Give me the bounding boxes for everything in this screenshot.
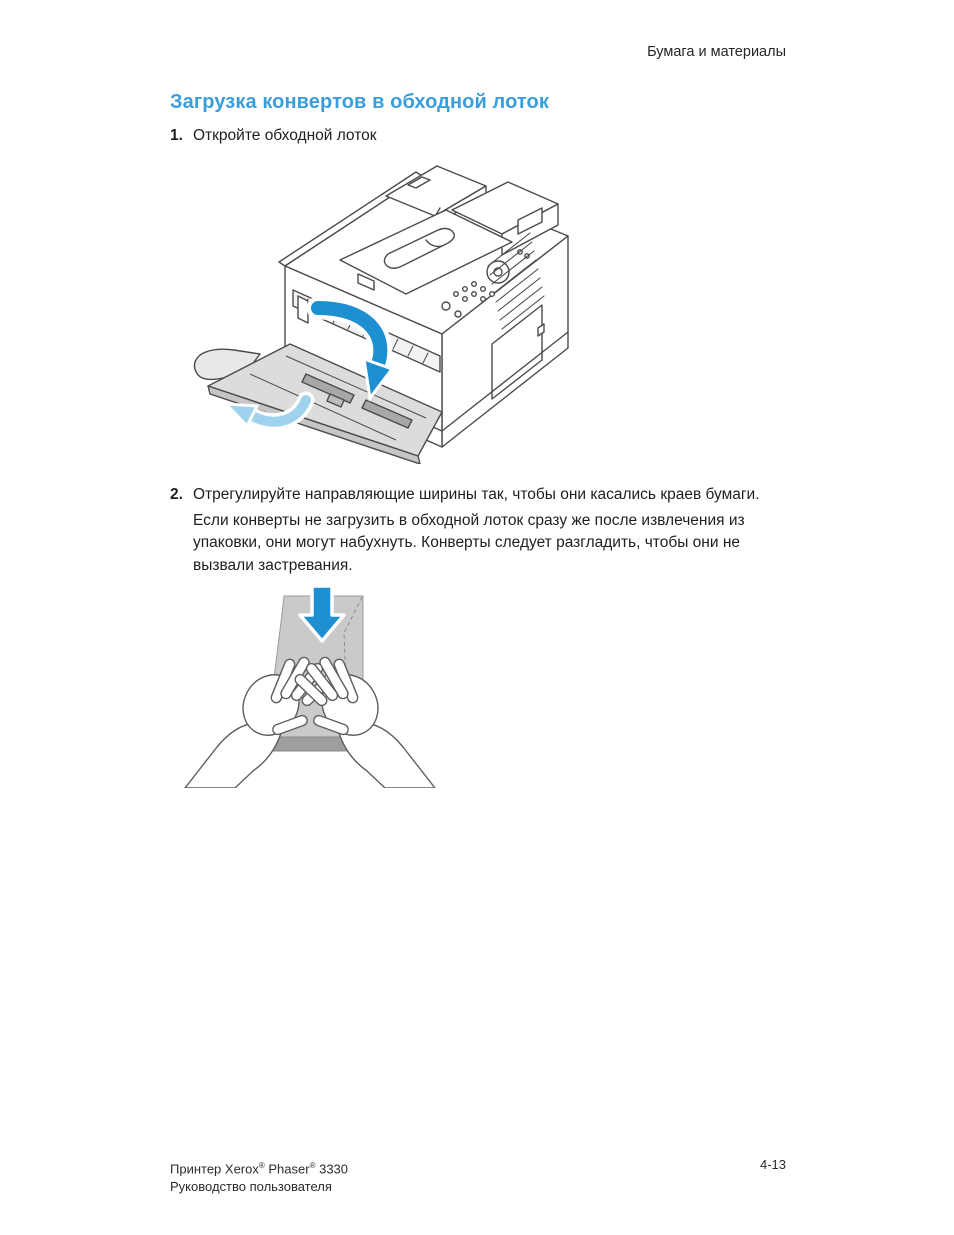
footer-product-model: 3330 [315, 1161, 349, 1177]
running-header: Бумага и материалы [647, 44, 786, 60]
printer-open-bypass-tray-illustration [190, 148, 590, 464]
registered-trademark-icon: ® [258, 1161, 265, 1170]
footer-product-info [170, 1157, 348, 1195]
section-title: Загрузка конвертов в обходной лоток [170, 91, 549, 113]
note-line: вызвали застревания. [193, 556, 353, 574]
right-hand [293, 656, 435, 788]
step-1 [170, 127, 377, 145]
footer-product-name: Phaser [264, 1161, 310, 1177]
step-2-number: 2. [170, 486, 183, 503]
hands-flattening-envelope-illustration [183, 583, 483, 788]
step-1-number: 1. [170, 127, 183, 144]
footer-product-name: Принтер Xerox [170, 1161, 259, 1177]
step-1-text: Откройте обходной лоток [193, 127, 377, 144]
registered-trademark-icon: ® [309, 1161, 316, 1170]
step-2-text: Отрегулируйте направляющие ширины так, чтобы они касались краев бумаги. [193, 486, 760, 503]
note-line: Если конверты не загрузить в обходной лоток сразу же после извлечения из [193, 512, 745, 529]
step-2 [170, 486, 810, 504]
footer-doc-title: Руководство пользователя [170, 1178, 332, 1194]
step-2-note [193, 510, 745, 577]
note-line: упаковки, они могут набухнуть. Конверты следует разгладить, чтобы они не [193, 534, 741, 552]
footer-product-line [170, 1157, 348, 1178]
page-number: 4-13 [759, 1157, 786, 1172]
